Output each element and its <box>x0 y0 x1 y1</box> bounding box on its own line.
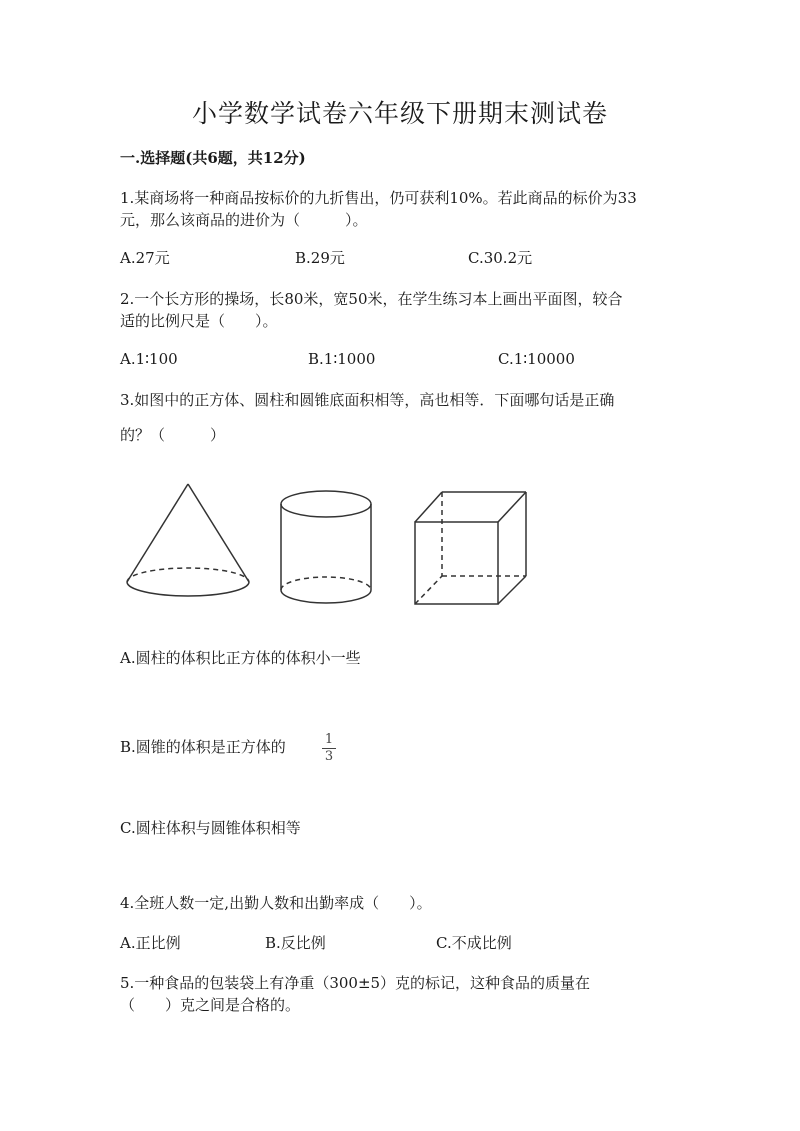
question-3-option-a: A.圆柱的体积比正方体的体积小一些 <box>120 649 361 667</box>
question-2-line-2: 适的比例尺是（ ）。 <box>120 312 278 330</box>
question-2-option-a: A.1∶100 <box>120 350 178 368</box>
cone-icon <box>127 484 249 596</box>
one-third-fraction <box>322 733 336 764</box>
question-2-option-b: B.1∶1000 <box>308 350 376 368</box>
question-1-option-b: B.29元 <box>295 249 345 267</box>
question-3-line-1: 3.如图中的正方体、圆柱和圆锥底面积相等，高也相等．下面哪句话是正确 <box>120 391 615 409</box>
question-3-option-b: B.圆锥的体积是正方体的 <box>120 738 286 756</box>
question-3-figures <box>110 470 540 615</box>
question-1-option-c: C.30.2元 <box>468 249 533 267</box>
question-3-line-2: 的？（ ） <box>120 426 226 444</box>
question-4-option-a: A.正比例 <box>120 934 181 952</box>
section-heading: 一.选择题(共6题，共12分) <box>120 149 306 167</box>
cube-icon <box>415 492 526 604</box>
question-2-line-1: 2.一个长方形的操场，长80米，宽50米，在学生练习本上画出平面图，较合 <box>120 290 623 308</box>
fraction-denominator: 3 <box>324 749 334 764</box>
question-1-line-2: 元，那么该商品的进价为（ ）。 <box>120 211 368 229</box>
question-1-line-1: 1.某商场将一种商品按标价的九折售出，仍可获利10%。若此商品的标价为33 <box>120 189 637 207</box>
question-3-option-c: C.圆柱体积与圆锥体积相等 <box>120 819 301 837</box>
fraction-numerator: 1 <box>324 732 334 747</box>
question-2 <box>120 288 680 332</box>
question-5-line-2: （ ）克之间是合格的。 <box>120 996 301 1014</box>
question-5 <box>120 972 680 1016</box>
question-4-option-c: C.不成比例 <box>436 934 512 952</box>
question-4-option-b: B.反比例 <box>265 934 326 952</box>
question-4-line-1: 4.全班人数一定,出勤人数和出勤率成（ ）。 <box>120 894 432 912</box>
cylinder-icon <box>281 491 371 603</box>
question-1 <box>120 187 680 231</box>
question-2-option-c: C.1∶10000 <box>498 350 575 368</box>
question-5-line-1: 5.一种食品的包装袋上有净重（300±5）克的标记，这种食品的质量在 <box>120 974 591 992</box>
question-1-option-a: A.27元 <box>120 249 170 267</box>
page-title: 小学数学试卷六年级下册期末测试卷 <box>191 99 608 128</box>
